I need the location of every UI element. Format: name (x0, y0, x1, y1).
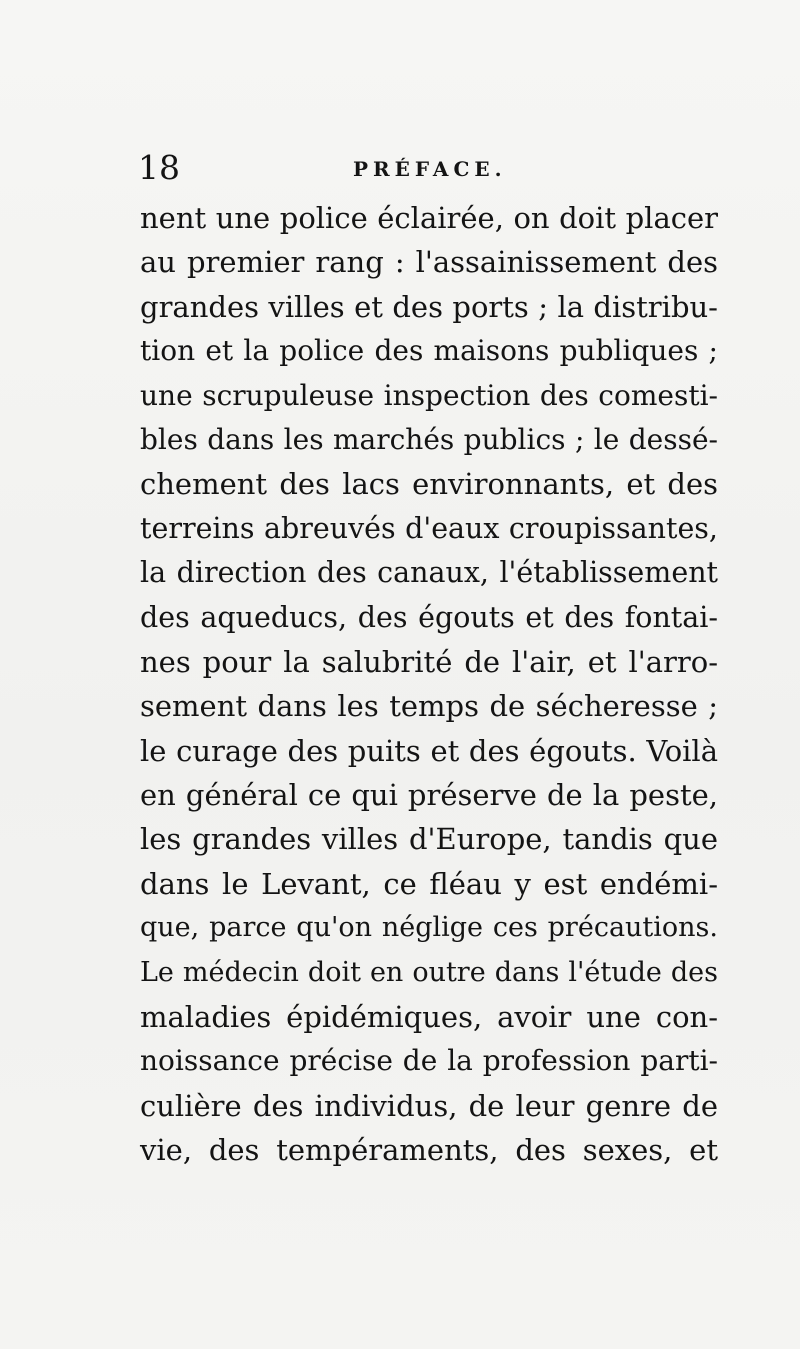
text-line: grandes villes et des ports ; la distribu- (140, 289, 718, 324)
text-line: une scrupuleuse inspection des comesti- (140, 378, 718, 412)
text-line: la direction des canaux, l'établissement (140, 556, 718, 590)
text-line: nent une police éclairée, on doit placer (140, 201, 718, 235)
text-line: Le médecin doit en outre dans l'étude des (140, 956, 718, 988)
text-line: dans le Levant, ce fléau y est endémi- (140, 866, 718, 901)
text-line: bles dans les marchés publics ; le dessé- (140, 422, 718, 456)
text-line: chement des lacs environnants, et des (140, 467, 718, 502)
text-line: noissance précise de la profession parti- (140, 1044, 718, 1078)
running-head: PRÉFACE. (353, 157, 507, 181)
text-line: terreins abreuvés d'eaux croupissantes, (140, 511, 718, 545)
page-number: 18 (138, 148, 180, 187)
text-line: culière des individus, de leur genre de (140, 1088, 718, 1123)
body-text (140, 196, 718, 1173)
text-line: que, parce qu'on néglige ces précautions. (140, 912, 718, 944)
text-line: en général ce qui préserve de la peste, (140, 778, 718, 813)
text-line: nes pour la salubrité de l'air, et l'arro- (140, 644, 718, 679)
text-line: vie, des tempéraments, des sexes, et (140, 1133, 718, 1168)
text-line: les grandes villes d'Europe, tandis que (140, 822, 718, 857)
text-line: sement dans les temps de sécheresse ; (140, 689, 718, 724)
page-header (138, 148, 728, 188)
text-line: des aqueducs, des égouts et des fontai- (140, 600, 718, 634)
text-line: le curage des puits et des égouts. Voilà (140, 733, 718, 768)
text-line: au premier rang : l'assainissement des (140, 245, 718, 280)
text-line: maladies épidémiques, avoir une con- (140, 1000, 718, 1035)
text-line: tion et la police des maisons publiques ; (140, 334, 718, 368)
